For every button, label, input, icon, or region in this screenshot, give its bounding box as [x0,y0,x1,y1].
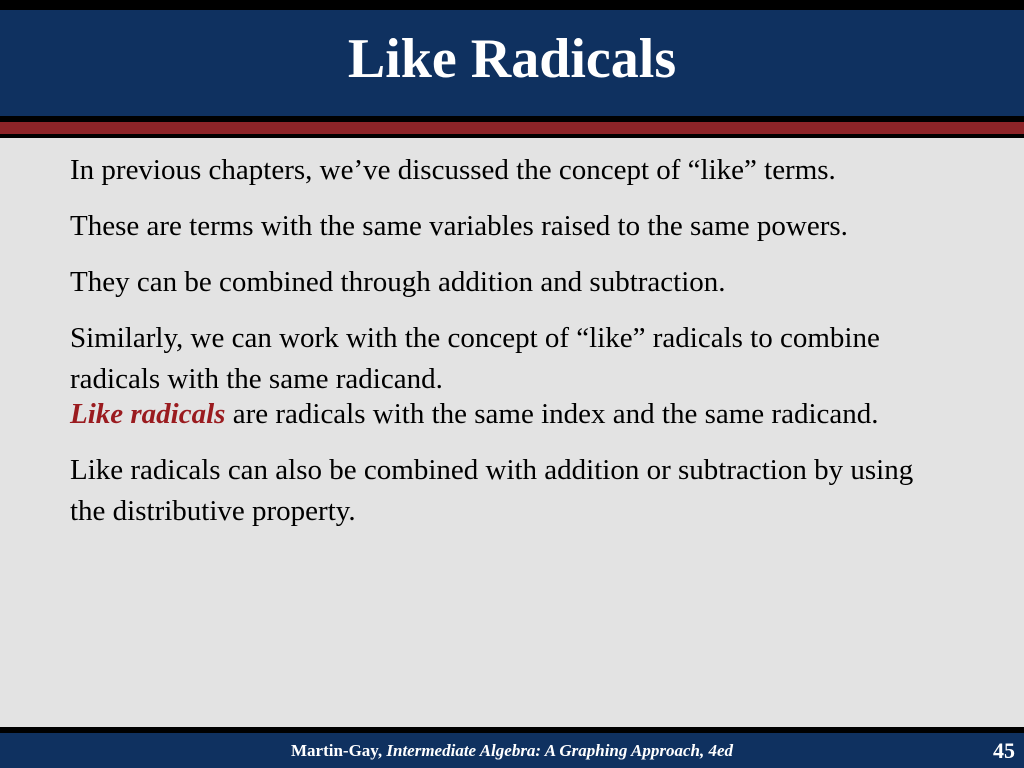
paragraph-combine: They can be combined through addition and subtraction. [70,266,726,298]
footer-book-title: Intermediate Algebra: A Graphing Approach, 4ed [386,740,734,760]
footer-citation [0,733,1024,768]
divider-stripe-red [0,122,1024,134]
footer-author: Martin-Gay, [290,740,387,760]
slide-title: Like Radicals [347,28,677,90]
definition-text: are radicals with the same index and the same radicand. [225,398,879,430]
paragraph-distributive: Like radicals can also be combined with addition or subtraction by using the distributive property. [70,454,914,527]
paragraph-like-terms: In previous chapters, we’ve discussed the concept of “like” terms. [70,154,836,186]
definition-paragraph [70,394,950,435]
top-border [0,0,1024,10]
paragraph-same-variables: These are terms with the same variables raised to the same powers. [70,210,848,242]
divider-stripe-bottom [0,134,1024,138]
paragraph-like-radicals-concept: Similarly, we can work with the concept of “like” radicals to combine radicals with the same radicand. [70,322,880,395]
slide-body [70,150,950,547]
definition-term: Like radicals [70,398,226,430]
page-number: 45 [993,737,1015,763]
title-bar [0,10,1024,116]
